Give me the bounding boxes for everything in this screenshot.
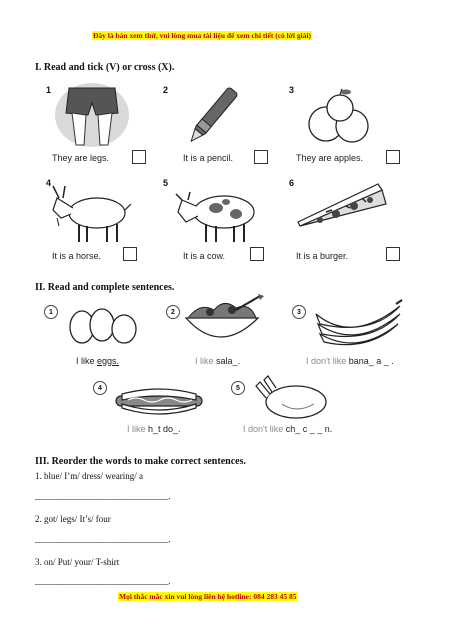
s2-item-3-answer: bana_ a _ .: [348, 356, 394, 366]
item-3-caption: They are apples.: [296, 153, 364, 163]
s2-item-5-answer: ch_ c _ _ n.: [285, 424, 333, 434]
section-3-title: III. Reorder the words to make correct sentences.: [35, 456, 246, 467]
section-2-title: II. Read and complete sentences.: [35, 282, 175, 293]
item-2-tick-box[interactable]: [254, 150, 268, 164]
item-1-caption: They are legs.: [52, 153, 110, 163]
s2-item-1-answer: eggs.: [97, 356, 120, 366]
s2-item-1-number: 1: [44, 305, 58, 319]
item-3-tick-box[interactable]: [386, 150, 400, 164]
pen-icon: [176, 84, 246, 148]
s2-item-5-number: 5: [231, 381, 245, 395]
item-5-caption: It is a cow.: [183, 251, 226, 261]
item-6-caption: It is a burger.: [296, 251, 349, 261]
s3-item-3-answer-line[interactable]: _______________________________.: [35, 576, 171, 586]
s3-item-2-prompt: 2. got/ legs/ It’s/ four: [35, 514, 111, 524]
s2-item-3-prefix: I don't like: [306, 356, 349, 366]
goat-icon: [45, 180, 135, 245]
s2-item-4-sentence: [127, 424, 181, 434]
footer-banner: Mọi thắc mắc xin vui lòng liên hệ hotline: 084 283 45 85: [119, 592, 297, 601]
s2-item-4-answer: h_t do_.: [148, 424, 181, 434]
s3-item-1-answer-line[interactable]: _______________________________.: [35, 491, 171, 501]
s3-item-3-prompt: 3. on/ Put/ your/ T-shirt: [35, 557, 120, 567]
item-5-tick-box[interactable]: [250, 247, 264, 261]
s3-item-2-answer-line[interactable]: _______________________________.: [35, 534, 171, 544]
cow-icon: [172, 180, 262, 245]
legs-shorts-icon: [52, 83, 132, 148]
s2-item-4-number: 4: [93, 381, 107, 395]
item-1-number: 1: [46, 85, 52, 95]
item-2-caption: It is a pencil.: [183, 153, 234, 163]
s2-item-2-number: 2: [166, 305, 180, 319]
chicken-icon: [252, 374, 334, 420]
s2-item-4-prefix: I like: [127, 424, 149, 434]
s2-item-5-prefix: I don't like: [243, 424, 286, 434]
section-1-title: I. Read and tick (V) or cross (X).: [35, 62, 175, 73]
apples-icon: [300, 90, 380, 145]
s2-item-2-sentence: [195, 356, 240, 366]
item-2-number: 2: [163, 85, 169, 95]
eggs-icon: [68, 305, 140, 345]
s2-item-2-prefix: I like: [195, 356, 217, 366]
s2-item-2-answer: sala_.: [216, 356, 241, 366]
item-4-tick-box[interactable]: [123, 247, 137, 261]
item-4-number: 4: [46, 178, 52, 188]
header-banner: Đây là bản xem thử, vui lòng mua tài liệu để xem chi tiết (có lời giải): [93, 31, 312, 40]
s2-item-5-sentence: [243, 424, 332, 434]
s2-item-1-sentence: [76, 356, 119, 366]
s2-item-3-number: 3: [292, 305, 306, 319]
salad-icon: [180, 296, 266, 346]
item-1-tick-box[interactable]: [132, 150, 146, 164]
item-6-number: 6: [289, 178, 295, 188]
s2-item-3-sentence: [306, 356, 394, 366]
s2-item-1-prefix: I like: [76, 356, 98, 366]
pizza-icon: [296, 186, 386, 236]
s3-item-1-prompt: 1. blue/ I’m/ dress/ wearing/ a: [35, 471, 143, 481]
hotdog-icon: [114, 386, 204, 416]
item-5-number: 5: [163, 178, 169, 188]
item-3-number: 3: [289, 85, 295, 95]
item-4-caption: It is a horse.: [52, 251, 102, 261]
item-6-tick-box[interactable]: [386, 247, 400, 261]
bananas-icon: [312, 300, 404, 348]
